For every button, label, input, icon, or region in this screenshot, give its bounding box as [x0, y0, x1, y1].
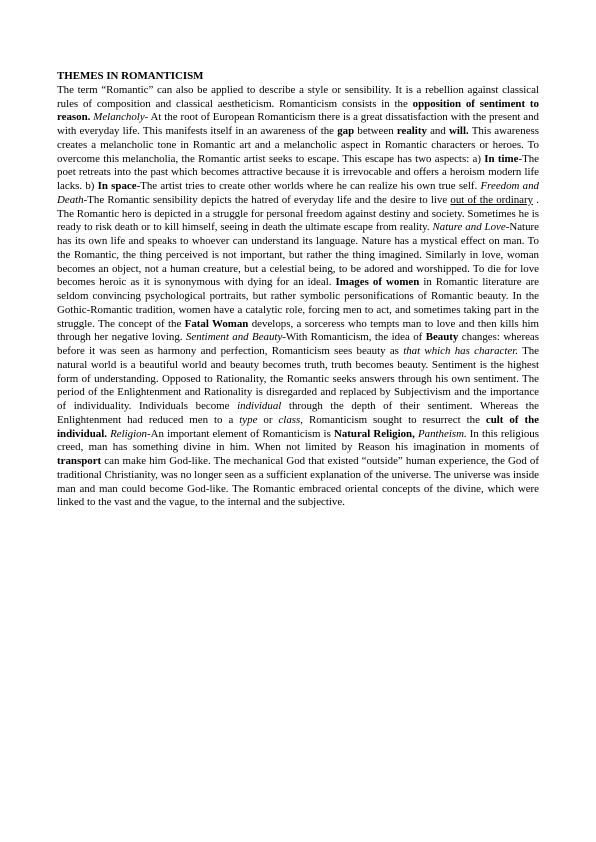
- emphasis-text: Images of women: [335, 276, 420, 289]
- emphasis-text: Natural Religion,: [333, 427, 415, 440]
- emphasis-text: Melancholy: [93, 111, 145, 124]
- text-run: Romanticism sought to resurrect the: [302, 413, 486, 426]
- text-run: The term “Romantic” can also be applied to describe a style or sensibility. It is a rebellion against classical rules of composition and classical aestheticism. Romanticism consists in the: [57, 83, 539, 110]
- text-run: . The Romantic hero is depicted in a struggle for personal freedom against destiny and society. Sometimes he is ready to risk death or to kill himself, seeing in death the ultimate escape from reality.: [57, 193, 539, 234]
- text-run: changes: whereas before it was seen as harmony and perfection, Romanticism sees beauty as: [57, 331, 539, 357]
- emphasis-text: Pantheism.: [417, 427, 467, 440]
- emphasis-text: reality: [396, 125, 427, 137]
- emphasis-text: type: [239, 413, 258, 426]
- document-page: [57, 70, 539, 510]
- text-run: -An important element of Romanticism is: [147, 427, 334, 440]
- text-run: - At the root of European Romanticism there is a great dissatisfaction with the present and with everyday life. This manifests itself in an awareness of the: [57, 111, 539, 137]
- text-run: and: [426, 125, 450, 137]
- emphasis-text: In space: [97, 180, 137, 192]
- emphasis-text: Sentiment and Beauty: [185, 331, 283, 344]
- emphasis-text: will.: [449, 125, 469, 137]
- emphasis-text: transport: [57, 455, 102, 467]
- text-run: -The poet retreats into the past which becomes attractive because it is irrevocable and offers a heroism modern life lacks. b): [57, 152, 539, 192]
- emphasis-text: Nature and Love: [432, 221, 506, 234]
- emphasis-text: cult of the individual.: [57, 413, 539, 440]
- emphasis-text: Freedom and Death: [57, 180, 539, 206]
- text-run: The natural world is a beautiful world and beauty becomes truth, truth becomes beauty. Sentiment is the highest form of understanding. Opposed to Rationality, the Romantic seeks answers through his own sentiment. The period of the Enlightenment and Rationality is disregarded and replaced by Subjectivism and the importance of individuality. Individuals become: [57, 345, 539, 412]
- emphasis-text: gap: [337, 125, 355, 137]
- text-run: This awareness creates a melancholic tone in Romantic art and a melancholic aspect in Romantic characters or heroes. To overcome this melancholia, the Romantic artist seeks to escape. This escape has two aspects: a): [57, 125, 540, 165]
- emphasis-text: out of the ordinary: [450, 193, 534, 206]
- document-title: THEMES IN ROMANTICISM: [57, 70, 204, 82]
- emphasis-text: opposition of sentiment to reason.: [57, 97, 539, 124]
- emphasis-text: Beauty: [425, 331, 459, 344]
- text-run: in Romantic literature are seldom convincing psychological portraits, but rather symbolic personifications of Romantic beauty. In the Gothic-Romantic tradition, women have a catalytic role, forcing men to act, and sometimes taking part in the struggle. The concept of the: [57, 276, 539, 330]
- text-run: -The artist tries to create other worlds where he can realize his own true self.: [136, 180, 481, 192]
- text-run: through the depth of their sentiment. Whereas the Enlightenment had reduced men to a: [57, 400, 539, 426]
- emphasis-text: In time: [484, 152, 519, 165]
- emphasis-text: class,: [278, 413, 303, 426]
- emphasis-text: that which has character.: [403, 345, 518, 357]
- text-run: or: [257, 413, 279, 426]
- text-run: In this religious creed, man has something divine in him. When not limited by Reason his imagination in moments of: [57, 427, 539, 454]
- emphasis-text: Religion: [110, 427, 147, 440]
- emphasis-text: Fatal Woman: [184, 317, 249, 330]
- document-body: [57, 84, 539, 510]
- text-run: -The Romantic sensibility depicts the hatred of everyday life and the desire to live: [83, 193, 451, 206]
- emphasis-text: individual: [237, 400, 282, 412]
- text-run: -With Romanticism, the idea of: [282, 331, 426, 344]
- text-run: -Nature has its own life and speaks to whoever can understand its language. Nature has a mystical effect on man. To the Romantic, the thing perceived is not important, but rather the thing imagined. Similarly in love, woman becomes an object, not a human creature, but a celestial being, to be adored and worshipped. To die for love becomes heroic as it is synonymous with dying for an ideal.: [57, 221, 539, 289]
- text-run: can make him God-like. The mechanical God that existed “outside” human experience, the God of traditional Christianity, was no longer seen as a sufficient explanation of the universe. The universe was inside man and man could become God-like. The Romantic embraced oriental concepts of the divine, which were linked to the vast and the vague, to the internal and the subjective.: [57, 455, 539, 509]
- text-run: develops, a sorceress who tempts man to love and then kills him through her negative loving.: [57, 317, 539, 344]
- text-run: between: [354, 125, 397, 137]
